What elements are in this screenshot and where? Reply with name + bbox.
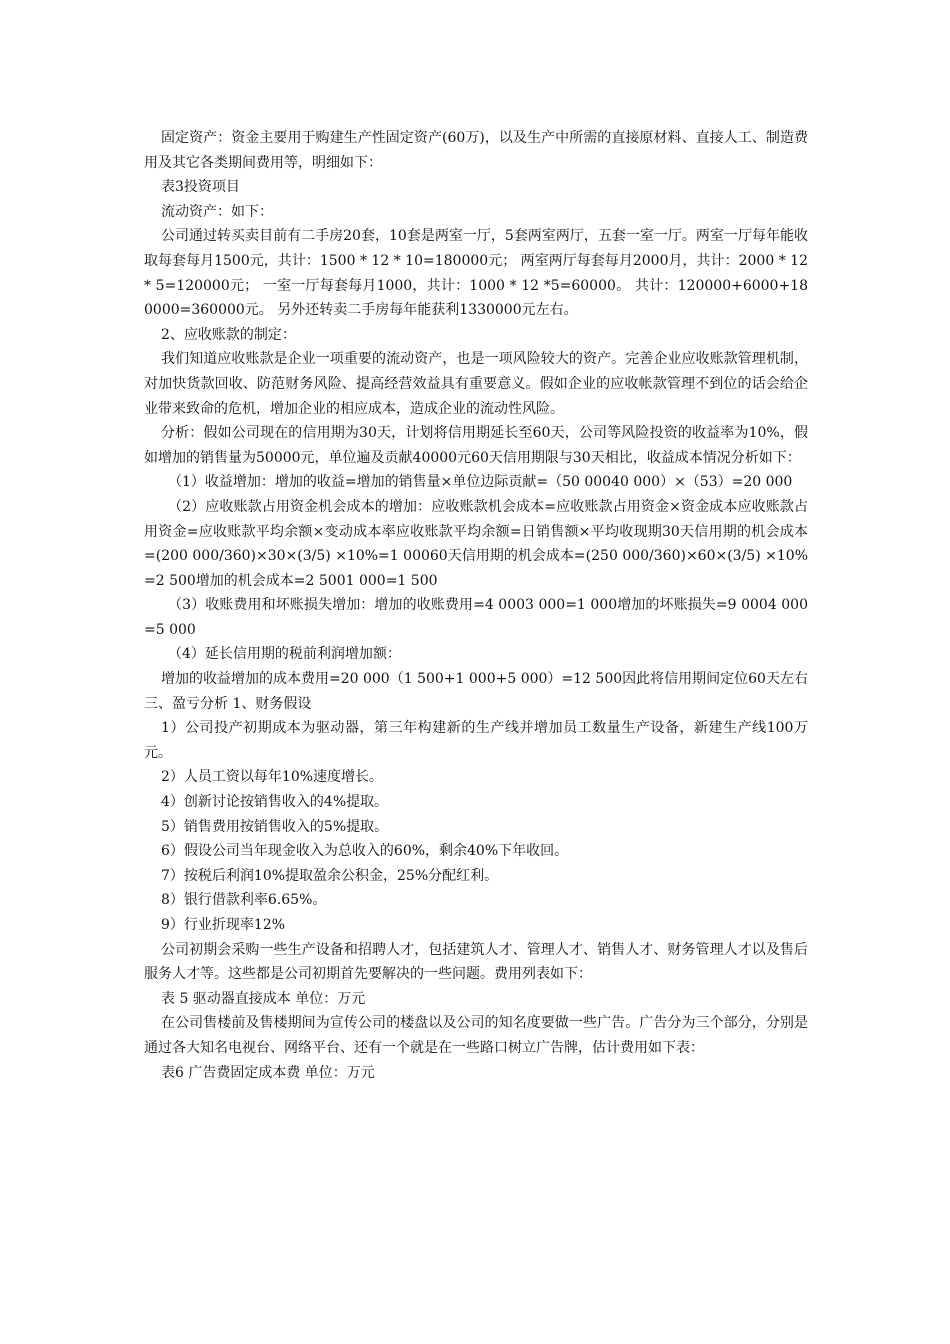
paragraph-initial-procurement: 公司初期会采购一些生产设备和招聘人才，包括建筑人才、管理人才、销售人才、财务管理人才以及售后服务人才等。这些都是公司初期首先要解决的一些问题。费用列表如下： — [144, 941, 808, 983]
assumption-5: 5）销售费用按销售收入的5%提取。 — [161, 818, 389, 835]
table-caption-3: 表3投资项目 — [161, 179, 240, 196]
paragraph-receivables-intro: 我们知道应收账款是企业一项重要的流动资产，也是一项风险较大的资产。完善企业应收账款管理机制，对加快货款回收、防范财务风险、提高经营效益具有重要意义。假如企业的应收帐款管理不到位的话会给企业带来致命的危机，增加企业的相应成本，造成企业的流动性风险。 — [144, 351, 808, 417]
paragraph-advertising: 在公司售楼前及售楼期间为宣传公司的楼盘以及公司的知名度要做一些广告。广告分为三个部分，分别是通过各大知名电视台、网络平台、还有一个就是在一些路口树立广告牌，估计费用如下表： — [144, 1015, 808, 1056]
item-opportunity-cost: （2）应收账款占用资金机会成本的增加：应收账款机会成本=应收账款占用资金×资金成本应收账款占用资金=应收账款平均余额×变动成本率应收账款平均余额=日销售额×平均收现期30天信用期的机会成本=(200 000/360)×30×(3/5) ×10%=1 00060天信用期的机会成本=(250 000/360)×60×(3/5) ×10%=2 500增加的机会成本=2 5001 000=1 500 — [144, 498, 808, 589]
assumption-1: 1）公司投产初期成本为驱动器，第三年构建新的生产线并增加员工数量生产设备，新建生产线100万元。 — [144, 720, 808, 761]
paragraph-current-assets: 流动资产：如下： — [161, 203, 273, 220]
assumption-8: 8）银行借款利率6.65%。 — [161, 892, 327, 909]
assumption-4: 4）创新讨论按销售收入的4%提取。 — [161, 794, 389, 811]
table-caption-5: 表 5 驱动器直接成本 单位：万元 — [161, 990, 366, 1007]
item-collection-cost: （3）收账费用和坏账损失增加：增加的收账费用=4 0003 000=1 000增加的坏账损失=9 0004 000=5 000 — [144, 597, 808, 638]
paragraph-second-hand-housing: 公司通过转买卖目前有二手房20套，10套是两室一厅，5套两室两厅，五套一室一厅。两室一厅每年能收取每套每月1500元，共计：1500 * 12 * 10=180000元； 两室两厅每套每月2000月，共计：2000 * 12 * 5=120000元； 一室一厅每套每月1000，共计：1000 * 12 *5=60000。 共计：120000+6000+180000=360000元。 另外还转卖二手房每年能获利1330000元左右。 — [144, 228, 808, 319]
table-caption-6: 表6 广告费固定成本费 单位：万元 — [161, 1064, 375, 1081]
paragraph-fixed-assets: 固定资产：资金主要用于购建生产性固定资产(60万)，以及生产中所需的直接原材料、直接人工、制造费用及其它各类期间费用等，明细如下： — [144, 130, 808, 171]
section-heading-receivables: 2、应收账款的制定： — [161, 326, 296, 343]
paragraph-analysis: 分析：假如公司现在的信用期为30天，计划将信用期延长至60天，公司等风险投资的收益率为10%，假如增加的销售量为50000元，单位遍及贡献40000元60天信用期限与30天相比，收益成本情况分析如下： — [144, 425, 808, 466]
section-heading-breakeven: 三、盈亏分析 1、财务假设 — [144, 695, 312, 712]
document-body — [144, 126, 808, 1085]
assumption-9: 9）行业折现率12% — [161, 917, 286, 933]
item-revenue-increase: （1）收益增加：增加的收益=增加的销售量×单位边际贡献=（50 00040 000）×（53）=20 000 — [168, 474, 793, 491]
assumption-6: 6）假设公司当年现金收入为总收入的60%，剩余40%下年收回。 — [161, 843, 569, 860]
assumption-2: 2）人员工资以每年10%速度增长。 — [161, 769, 384, 786]
assumption-7: 7）按税后利润10%提取盈余公积金，25%分配红利。 — [161, 867, 499, 884]
item-pretax-profit: （4）延长信用期的税前利润增加额： — [168, 646, 401, 663]
paragraph-conclusion: 增加的收益增加的成本费用=20 000（1 500+1 000+5 000）=12 500因此将信用期间定位60天左右 — [161, 671, 808, 688]
